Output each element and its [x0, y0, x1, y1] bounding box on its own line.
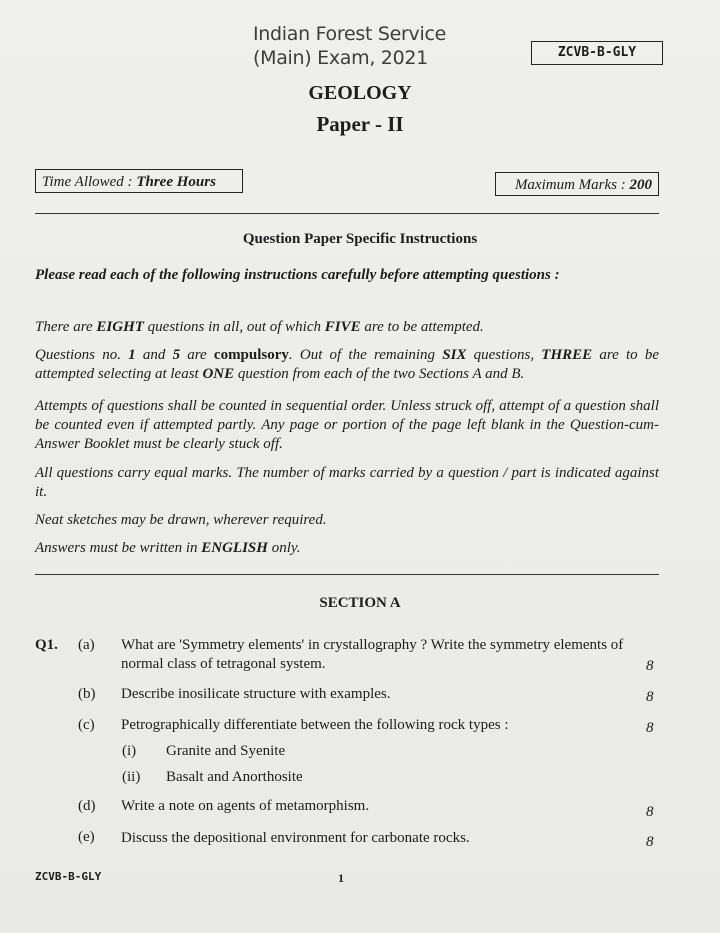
subpart-text: Basalt and Anorthosite	[166, 769, 303, 785]
exam-title-line2: (Main) Exam, 2021	[253, 47, 428, 69]
time-allowed-value: Three Hours	[136, 174, 216, 190]
instruction-item: Questions no. 1 and 5 are compulsory. Out of the remaining SIX questions, THREE are to be attempted selecting at least ONE question from each of the two Sections A and B.	[35, 347, 660, 382]
instruction-item: There are EIGHT questions in all, out of which FIVE are to be attempted.	[35, 319, 484, 335]
part-marks: 8	[646, 689, 654, 705]
part-marks: 8	[646, 804, 654, 820]
footer-paper-code: ZCVB-B-GLY	[35, 870, 102, 883]
time-allowed-label: Time Allowed :	[42, 174, 137, 190]
part-text: Describe inosilicate structure with examples.	[121, 686, 391, 702]
exam-title	[253, 22, 446, 70]
paper-code-box: ZCVB-B-GLY	[531, 41, 663, 65]
subpart-label: (i)	[122, 743, 137, 759]
part-label: (d)	[78, 798, 96, 814]
part-label: (e)	[78, 829, 95, 845]
part-text: Discuss the depositional environment for carbonate rocks.	[121, 830, 470, 846]
part-label: (a)	[78, 637, 95, 653]
instruction-item: All questions carry equal marks. The number of marks carried by a question / part is indicated against it.	[35, 465, 659, 500]
instructions-heading: Question Paper Specific Instructions	[242, 231, 478, 247]
part-text: Write a note on agents of metamorphism.	[121, 798, 370, 814]
instruction-item: Answers must be written in ENGLISH only.	[35, 540, 301, 556]
question-number: Q1.	[35, 637, 58, 653]
section-heading: SECTION A	[319, 595, 401, 611]
part-label: (c)	[78, 717, 95, 733]
subpart-label: (ii)	[122, 769, 141, 785]
maximum-marks-label: Maximum Marks :	[514, 177, 630, 193]
part-label: (b)	[78, 686, 96, 702]
instruction-item: Attempts of questions shall be counted in sequential order. Unless struck off, attempt of a question shall be counted even if attempted partly. Any page or portion of the page left blank in the Question-cum-Answer Booklet must be clearly stuck off.	[35, 398, 659, 452]
part-text: What are 'Symmetry elements' in crystallography ? Write the symmetry elements of normal class of tetragonal system.	[121, 637, 624, 672]
part-marks: 8	[646, 720, 654, 736]
page-number: 1	[338, 871, 344, 885]
subject-title: GEOLOGY	[308, 82, 412, 104]
instruction-item: Neat sketches may be drawn, wherever required.	[35, 512, 327, 528]
subpart-text: Granite and Syenite	[166, 743, 286, 759]
paper-title: Paper - II	[316, 112, 404, 136]
maximum-marks-value: 200	[629, 177, 652, 193]
instructions-lead: Please read each of the following instructions carefully before attempting questions :	[35, 267, 560, 283]
maximum-marks-box	[495, 172, 659, 196]
divider-top	[35, 213, 659, 214]
part-text: Petrographically differentiate between the following rock types :	[121, 717, 509, 733]
exam-title-line1: Indian Forest Service	[253, 23, 446, 45]
time-allowed-box	[35, 169, 243, 193]
part-marks: 8	[646, 834, 654, 850]
divider-bottom	[35, 574, 659, 575]
part-marks: 8	[646, 658, 654, 674]
